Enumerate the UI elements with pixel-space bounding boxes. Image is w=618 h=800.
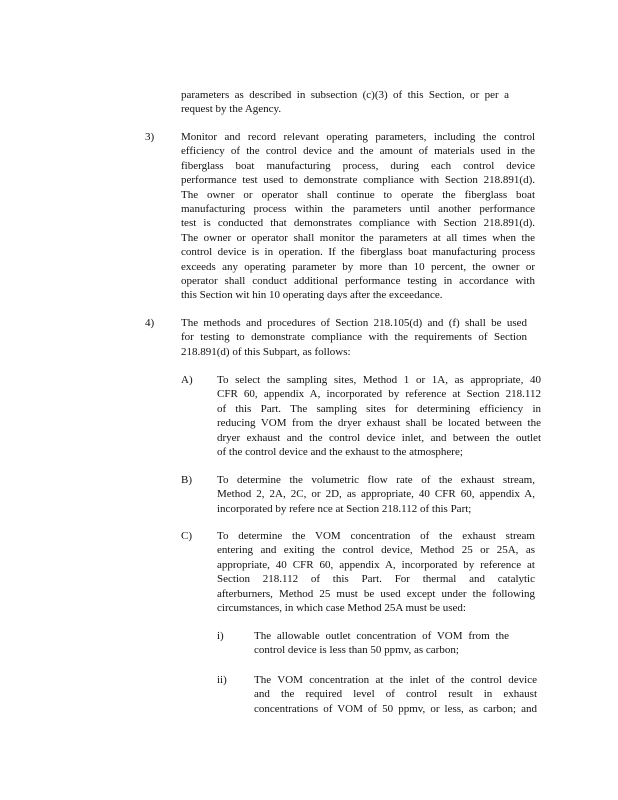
text-line: test is conducted that demonstrates compliance with Section 218.891(d).: [181, 217, 535, 230]
text-line: Section 218.112 of this Part. For thermal and catalytic: [217, 573, 535, 586]
text-line: control device is in operation. If the fiberglass boat manufacturing process: [181, 246, 535, 259]
subitem-b-paragraph: [217, 473, 535, 516]
subitem-i-paragraph: [254, 629, 509, 658]
text-line: To determine the volumetric flow rate of the exhaust stream,: [217, 474, 535, 486]
text-line: The VOM concentration at the inlet of the control device: [254, 674, 537, 686]
text-line: this Section wit hin 10 operating days after the exceedance.: [181, 289, 443, 302]
text-line: concentrations of VOM of 50 ppmv, or less, as carbon; and: [254, 702, 537, 715]
text-line: for testing to demonstrate compliance with the requirements of Section: [181, 331, 527, 344]
subitem-ii-paragraph: [254, 673, 537, 716]
text-line: Method 2, 2A, 2C, or 2D, as appropriate, 40 CFR 60, appendix A,: [217, 488, 535, 501]
text-line: The owner or operator shall continue to operate the fiberglass boat: [181, 188, 535, 201]
subitem-i-label: i): [217, 630, 224, 642]
subitem-b-label: B): [181, 474, 192, 486]
text-line: CFR 60, appendix A, incorporated by reference at Section 218.112: [217, 388, 541, 401]
text-line: incorporated by refere nce at Section 218.112 of this Part;: [217, 502, 472, 515]
text-line: To select the sampling sites, Method 1 or 1A, as appropriate, 40: [217, 374, 541, 386]
text-line: of this Part. The sampling sites for determining efficiency in: [217, 402, 541, 415]
text-line: exceeds any operating parameter by more than 10 percent, the owner or: [181, 260, 535, 273]
text-line: circumstances, in which case Method 25A must be used:: [217, 601, 466, 614]
text-line: To determine the VOM concentration of the exhaust stream: [217, 530, 535, 542]
item-3-label: 3): [145, 131, 155, 143]
subitem-c-paragraph: [217, 529, 535, 615]
text-line: appropriate, 40 CFR 60, appendix A, incorporated by reference at: [217, 558, 535, 571]
text-line: request by the Agency.: [181, 103, 282, 116]
subitem-a-paragraph: [217, 373, 541, 459]
text-line: of the control device and the exhaust to the atmosphere;: [217, 445, 463, 458]
text-line: reducing VOM from the dryer exhaust shall be located between the: [217, 417, 541, 430]
item-4-label: 4): [145, 317, 155, 329]
subitem-a-label: A): [181, 374, 193, 386]
text-line: operator shall conduct additional performance testing in accordance with: [181, 274, 535, 287]
text-line: and the required level of control result in exhaust: [254, 688, 537, 701]
subitem-ii-label: ii): [217, 674, 227, 686]
continuation-paragraph: [181, 88, 509, 117]
subitem-c-label: C): [181, 530, 192, 542]
text-line: The methods and procedures of Section 218.105(d) and (f) shall be used: [181, 317, 527, 329]
text-line: control device is less than 50 ppmv, as carbon;: [254, 644, 459, 657]
text-line: fiberglass boat manufacturing process, during each control device: [181, 159, 535, 172]
text-line: Monitor and record relevant operating parameters, including the control: [181, 131, 535, 143]
text-line: The allowable outlet concentration of VOM from the: [254, 630, 509, 642]
text-line: efficiency of the control device and the amount of materials used in the: [181, 145, 535, 158]
item-4-paragraph: [181, 316, 527, 359]
text-line: afterburners, Method 25 must be used except under the following: [217, 587, 535, 600]
text-line: entering and exiting the control device, Method 25 or 25A, as: [217, 544, 535, 557]
item-3-paragraph: [181, 130, 535, 303]
text-line: parameters as described in subsection (c)(3) of this Section, or per a: [181, 89, 509, 101]
text-line: performance test used to demonstrate compliance with Section 218.891(d).: [181, 174, 535, 187]
text-line: manufacturing process within the parameters until another performance: [181, 202, 535, 215]
text-line: 218.891(d) of this Subpart, as follows:: [181, 345, 351, 358]
text-line: dryer exhaust and the control device inlet, and between the outlet: [217, 431, 541, 444]
text-line: The owner or operator shall monitor the parameters at all times when the: [181, 231, 535, 244]
